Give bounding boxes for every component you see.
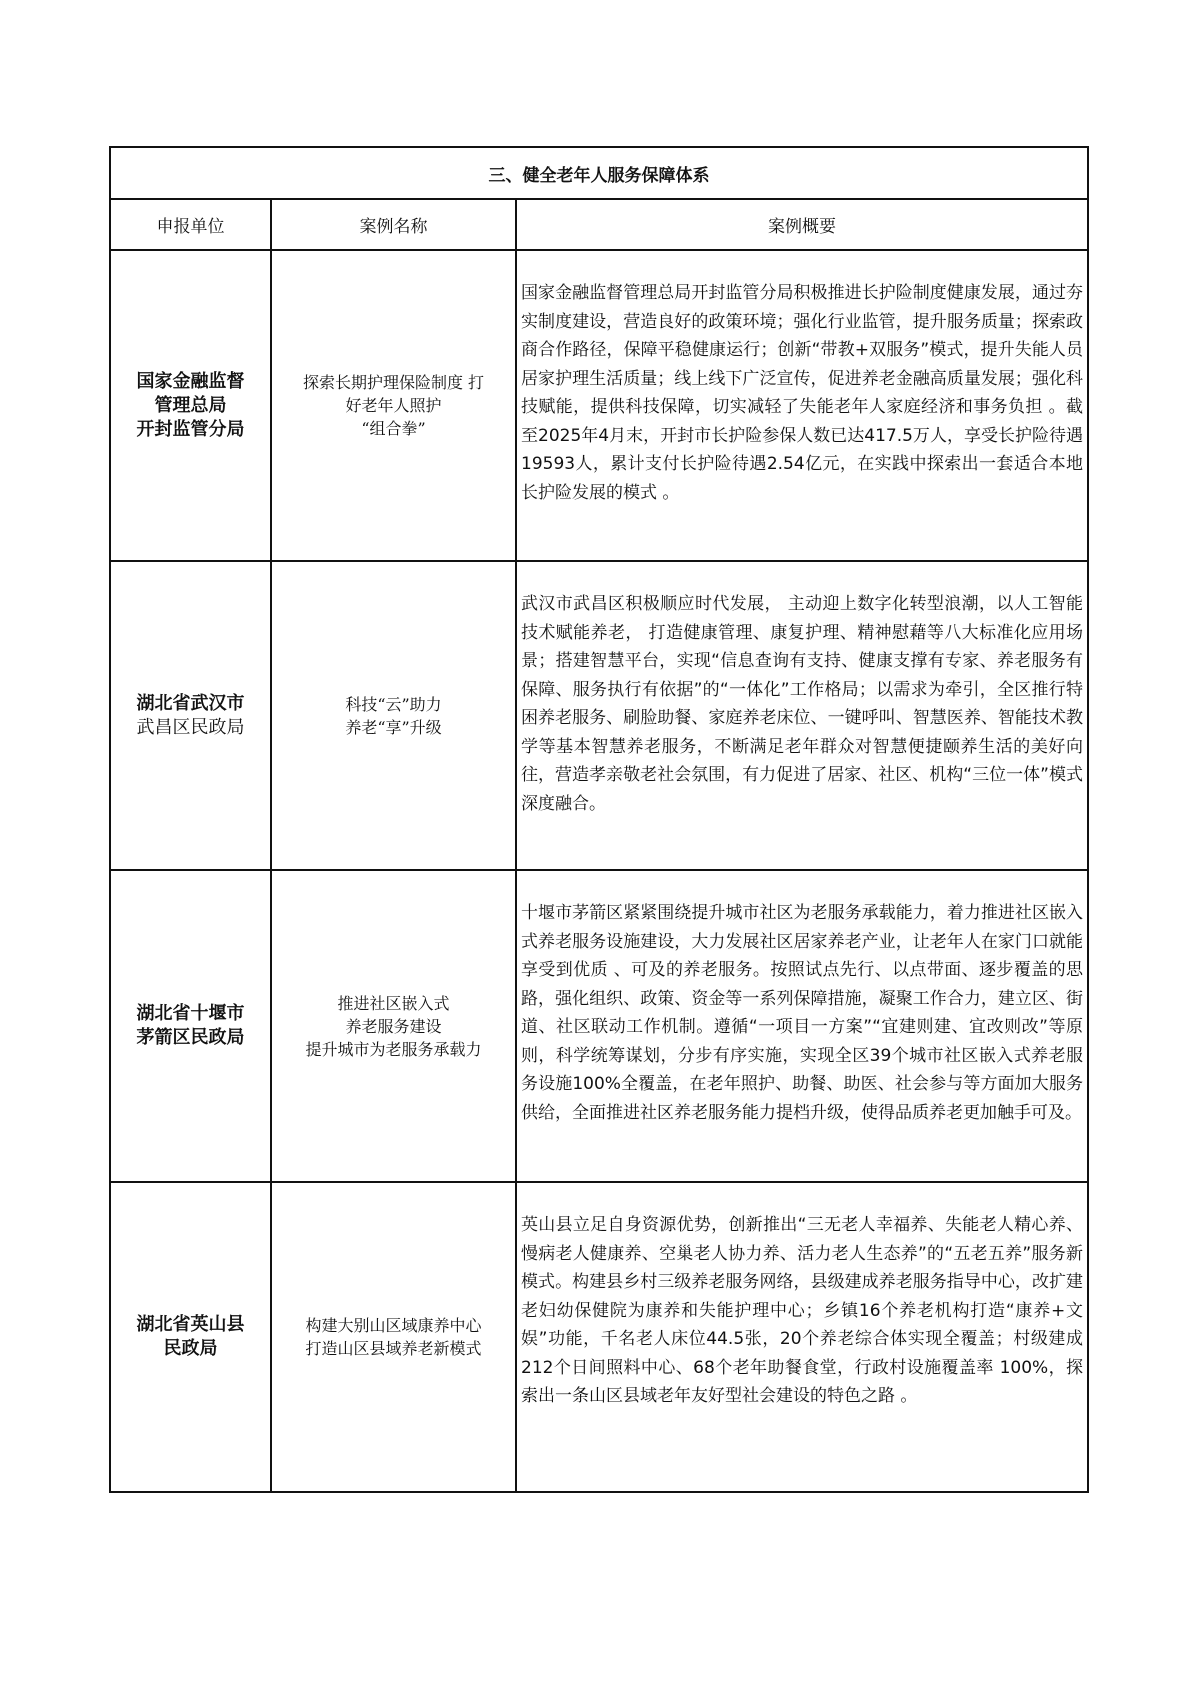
- case-name-cell: [271, 870, 516, 1182]
- table-title: 三、健全老年人服务保障体系: [110, 147, 1088, 199]
- header-summary: 案例概要: [516, 199, 1088, 250]
- case-name-line: 科技“云”助力: [345, 694, 442, 714]
- case-name-line: 提升城市为老服务承载力: [305, 1039, 482, 1059]
- case-name-line: 打造山区县域养老新模式: [305, 1339, 482, 1358]
- case-summary: 十堰市茅箭区紧紧围绕提升城市社区为老服务承载能力，着力推进社区嵌入式养老服务设施建设，大力发展社区居家养老产业，让老年人在家门口就能享受到优质 、可及的养老服务。按照试点先行、以点带面、逐步覆盖的思路，强化组织、政策、资金等一系列保障措施，凝聚工作合力，建立区、街道、社区联动工作机制。遵循“一项目一方案”“宜建则建、宜改则改”等原则，科学统筹谋划，分步有序实施，实现全区39个城市社区嵌入式养老服务设施100%全覆盖，在老年照护、助餐、助医、社会参与等方面加大服务供给，全面推进社区养老服务能力提档升级，使得品质养老更加触手可及。: [516, 870, 1088, 1182]
- unit-line: 茅箭区民政局: [136, 1027, 245, 1048]
- case-name-cell: [271, 561, 516, 870]
- unit-cell: [110, 561, 271, 870]
- case-summary: 国家金融监督管理总局开封监管分局积极推进长护险制度健康发展，通过夯实制度建设，营造良好的政策环境；强化行业监管，提升服务质量；探索政商合作路径，保障平稳健康运行；创新“带教+双服务”模式，提升失能人员居家护理生活质量；线上线下广泛宣传，促进养老金融高质量发展；强化科技赋能，提供科技保障，切实减轻了失能老年人家庭经济和事务负担 。截至2025年4月末，开封市长护险参保人数已达417.5万人，享受长护险待遇19593人，累计支付长护险待遇2.54亿元，在实践中探索出一套适合本地长护险发展的模式 。: [516, 250, 1088, 561]
- table-row: [110, 250, 1088, 561]
- case-table: [109, 146, 1089, 1493]
- case-summary: 英山县立足自身资源优势，创新推出“三无老人幸福养、失能老人精心养、慢病老人健康养、空巢老人协力养、活力老人生态养”的“五老五养”服务新模式。构建县乡村三级养老服务网络，县级建成养老服务指导中心，改扩建老妇幼保健院为康养和失能护理中心；乡镇16个养老机构打造“康养+文娱”功能，千名老人床位44.5张，20个养老综合体实现全覆盖；村级建成212个日间照料中心、68个老年助餐食堂，行政村设施覆盖率 100%，探索出一条山区县域老年友好型社会建设的特色之路 。: [516, 1182, 1088, 1492]
- table-row: [110, 561, 1088, 870]
- unit-line: 湖北省武汉市: [136, 692, 245, 714]
- case-summary: 武汉市武昌区积极顺应时代发展， 主动迎上数字化转型浪潮，以人工智能技术赋能养老， 打造健康管理、康复护理、精神慰藉等八大标准化应用场景；搭建智慧平台，实现“信息查询有支持、健康支撑有专家、养老服务有保障、服务执行有依据”的“一体化”工作格局；以需求为牵引，全区推行特困养老服务、刷脸助餐、家庭养老床位、一键呼叫、智慧医养、智能技术教学等基本智慧养老服务，不断满足老年群众对智慧便捷颐养生活的美好向往，营造孝亲敬老社会氛围，有力促进了居家、社区、机构“三位一体”模式深度融合。: [516, 561, 1088, 870]
- header-unit: 申报单位: [110, 199, 271, 250]
- unit-cell: [110, 250, 271, 561]
- case-name-line: 构建大别山区域康养中心: [305, 1316, 482, 1335]
- case-name-line: 探索长期护理保险制度 打: [302, 373, 485, 392]
- case-name-cell: [271, 250, 516, 561]
- case-name-line: 好老年人照护: [345, 396, 442, 415]
- unit-line: 开封监管分局: [136, 418, 245, 440]
- table-row: [110, 1182, 1088, 1492]
- unit-line: 湖北省十堰市: [136, 1003, 245, 1024]
- case-name-line: 养老服务建设: [345, 1016, 442, 1036]
- case-name-line: 养老“享”升级: [345, 717, 442, 737]
- header-case-name: 案例名称: [271, 199, 516, 250]
- case-name-cell: [271, 1182, 516, 1492]
- unit-cell: [110, 1182, 271, 1492]
- unit-cell: [110, 870, 271, 1182]
- unit-line: 管理总局: [154, 394, 227, 416]
- case-name-line: “组合拳”: [361, 419, 426, 438]
- case-name-line: 推进社区嵌入式: [337, 993, 450, 1013]
- unit-line: 民政局: [163, 1338, 218, 1359]
- unit-line: 国家金融监督: [136, 370, 245, 392]
- unit-line: 湖北省英山县: [136, 1314, 245, 1335]
- unit-line: 武昌区民政局: [136, 716, 245, 738]
- table-row: [110, 870, 1088, 1182]
